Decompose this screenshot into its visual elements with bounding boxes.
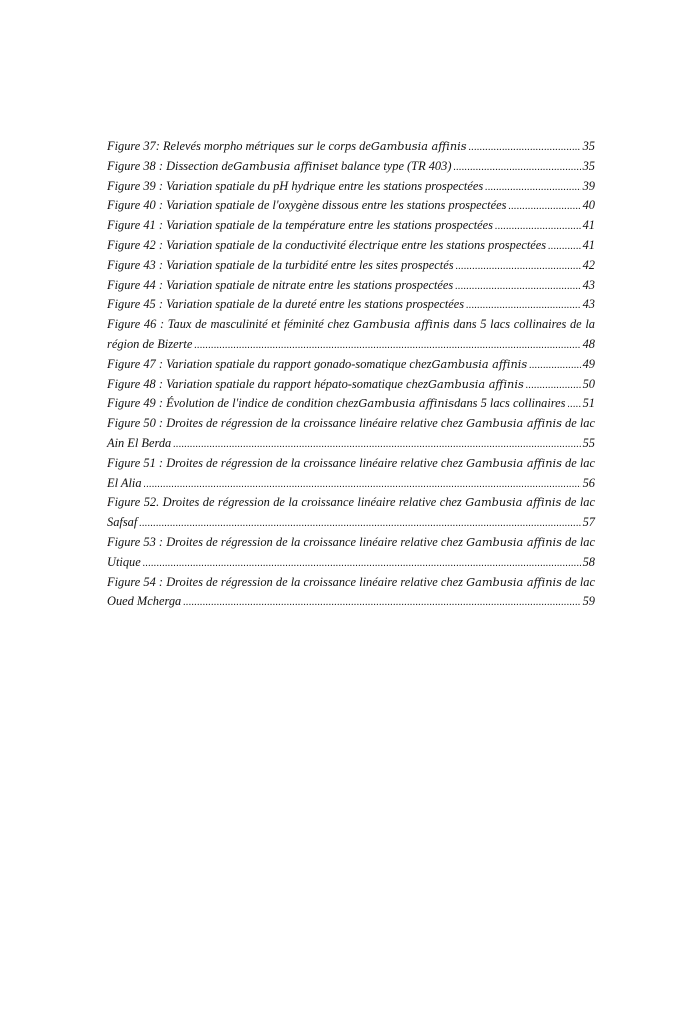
species-name: Gambusia affinis <box>427 377 524 391</box>
entry-title-continued: El Alia <box>107 475 142 490</box>
species-name: Gambusia affinis <box>466 535 562 549</box>
dot-leader <box>469 137 581 157</box>
dot-leader <box>529 355 580 375</box>
entry-line <box>107 375 595 395</box>
entry-line <box>107 177 595 197</box>
entry-title: Figure 42 : Variation spatiale de la conductivité électrique entre les stations prospectées <box>107 237 547 252</box>
page-number: 42 <box>582 257 595 272</box>
page-number: 58 <box>582 554 595 569</box>
entry-title: Figure 39 : Variation spatiale du pH hydrique entre les stations prospectées <box>107 178 484 193</box>
entry-title-suffix: et balance type (TR 403) <box>328 158 452 173</box>
entry-line-continued <box>107 474 595 494</box>
page-number: 41 <box>582 218 595 233</box>
figure-entry[interactable] <box>107 216 595 236</box>
species-name: Gambusia affinis <box>466 575 562 589</box>
entry-line <box>107 573 595 593</box>
dot-leader <box>495 216 581 236</box>
page-number: 35 <box>582 139 595 153</box>
dot-leader <box>143 553 581 573</box>
entry-title-continued: région de Bizerte <box>107 336 193 351</box>
entry-title: Figure 46 : Taux de masculinité et féminité chez <box>107 317 354 332</box>
entry-line <box>107 454 595 474</box>
entry-line <box>107 196 595 216</box>
entry-line-continued <box>107 553 595 573</box>
figure-entry[interactable] <box>107 236 595 256</box>
figure-entry[interactable] <box>107 196 595 216</box>
entry-title: Figure 37: Relevés morpho métriques sur le corps de <box>107 139 371 153</box>
entry-title-suffix: dans 5 lacs collinaires <box>454 396 566 411</box>
entry-line <box>107 276 595 296</box>
dot-leader <box>139 513 580 533</box>
entry-title: Figure 52. Droites de régression de la croissance linéaire relative chez <box>107 495 466 510</box>
species-name: Gambusia affinis <box>466 456 562 470</box>
entry-title: Figure 47 : Variation spatiale du rapport gonado-somatique chez <box>107 356 432 371</box>
entry-title-continued: Ain El Berda <box>107 435 172 450</box>
figure-entry[interactable] <box>107 315 595 355</box>
entry-title: Figure 50 : Droites de régression de la croissance linéaire relative chez <box>107 416 467 431</box>
entry-line-continued <box>107 513 595 533</box>
figure-entry[interactable] <box>107 295 595 315</box>
dot-leader <box>466 295 581 315</box>
page-number: 59 <box>582 594 595 609</box>
figure-entry[interactable] <box>107 493 595 533</box>
species-name: Gambusia affinis <box>353 318 450 332</box>
species-name: Gambusia affinis <box>431 357 528 371</box>
entry-title-suffix: de lac <box>561 495 595 510</box>
figure-entry[interactable] <box>107 573 595 613</box>
entry-title: Figure 41 : Variation spatiale de la température entre les stations prospectées <box>107 218 494 233</box>
page-number: 41 <box>582 237 595 252</box>
dot-leader <box>548 236 581 256</box>
page-number: 40 <box>582 198 595 213</box>
entry-title: Figure 51 : Droites de régression de la croissance linéaire relative chez <box>107 455 467 470</box>
dot-leader <box>485 177 580 197</box>
dot-leader <box>144 474 581 494</box>
page-number: 48 <box>582 336 595 351</box>
entry-line <box>107 295 595 315</box>
entry-title: Figure 44 : Variation spatiale de nitrate entre les stations prospectées <box>107 277 454 292</box>
entry-title-continued: Oued Mcherga <box>107 594 182 609</box>
entry-line <box>107 315 595 335</box>
entry-title-continued: Safsaf <box>107 515 138 530</box>
figure-entry[interactable] <box>107 137 595 157</box>
page-number: 49 <box>582 356 595 371</box>
dot-leader <box>508 196 580 216</box>
entry-title-suffix: de lac <box>561 455 595 470</box>
figure-entry[interactable] <box>107 276 595 296</box>
figure-entry[interactable] <box>107 355 595 375</box>
entry-title-continued: Utique <box>107 554 141 569</box>
page-number: 57 <box>582 515 595 530</box>
entry-line <box>107 236 595 256</box>
page-number: 43 <box>582 297 595 312</box>
page-number: 51 <box>582 396 595 411</box>
figure-entry[interactable] <box>107 375 595 395</box>
figure-entry[interactable] <box>107 256 595 276</box>
entry-title: Figure 38 : Dissection de <box>107 158 234 173</box>
figure-entry[interactable] <box>107 177 595 197</box>
species-name: Gambusia affinis <box>466 417 562 431</box>
entry-line-continued <box>107 335 595 355</box>
entry-line-continued <box>107 434 595 454</box>
species-name: Gambusia affinis <box>465 496 562 510</box>
entry-title: Figure 45 : Variation spatiale de la dureté entre les stations prospectées <box>107 297 465 312</box>
entry-title: Figure 48 : Variation spatiale du rapport hépato-somatique chez <box>107 376 428 391</box>
entry-line <box>107 256 595 276</box>
entry-line-continued <box>107 592 595 612</box>
species-name: Gambusia affinis <box>233 159 329 173</box>
entry-title: Figure 53 : Droites de régression de la croissance linéaire relative chez <box>107 534 467 549</box>
dot-leader <box>173 434 580 454</box>
entry-line <box>107 137 595 157</box>
entry-title: Figure 43 : Variation spatiale de la turbidité entre les sites prospectés <box>107 257 454 272</box>
entry-title-suffix: dans 5 lacs collinaires de la <box>449 317 595 332</box>
figure-entry[interactable] <box>107 454 595 494</box>
page-number: 55 <box>582 435 595 450</box>
figure-entry[interactable] <box>107 157 595 177</box>
entry-title: Figure 40 : Variation spatiale de l'oxygène dissous entre les stations prospectées <box>107 198 507 213</box>
entry-line <box>107 493 595 513</box>
figure-entry[interactable] <box>107 394 595 414</box>
dot-leader <box>183 592 580 612</box>
figure-entry[interactable] <box>107 533 595 573</box>
species-name: Gambusia affinis <box>358 397 455 411</box>
page-number: 43 <box>582 277 595 292</box>
entry-line <box>107 533 595 553</box>
dot-leader <box>456 256 581 276</box>
page-number: 35 <box>582 158 595 173</box>
page-number: 50 <box>582 376 595 391</box>
species-name: Gambusia affinis <box>370 140 467 153</box>
entry-line <box>107 355 595 375</box>
entry-line <box>107 394 595 414</box>
list-of-figures <box>107 137 595 612</box>
figure-entry[interactable] <box>107 414 595 454</box>
entry-title: Figure 54 : Droites de régression de la croissance linéaire relative chez <box>107 574 467 589</box>
dot-leader <box>526 375 581 395</box>
entry-line <box>107 157 595 177</box>
entry-line <box>107 216 595 236</box>
page-number: 39 <box>582 178 595 193</box>
dot-leader <box>453 157 580 177</box>
dot-leader <box>194 335 580 355</box>
entry-line <box>107 414 595 434</box>
entry-title-suffix: de lac <box>561 534 595 549</box>
page-number: 56 <box>582 475 595 490</box>
entry-title-suffix: de lac <box>561 416 595 431</box>
entry-title-suffix: de lac <box>561 574 595 589</box>
entry-title: Figure 49 : Évolution de l'indice de condition chez <box>107 396 359 411</box>
dot-leader <box>455 276 580 296</box>
dot-leader <box>568 394 581 414</box>
